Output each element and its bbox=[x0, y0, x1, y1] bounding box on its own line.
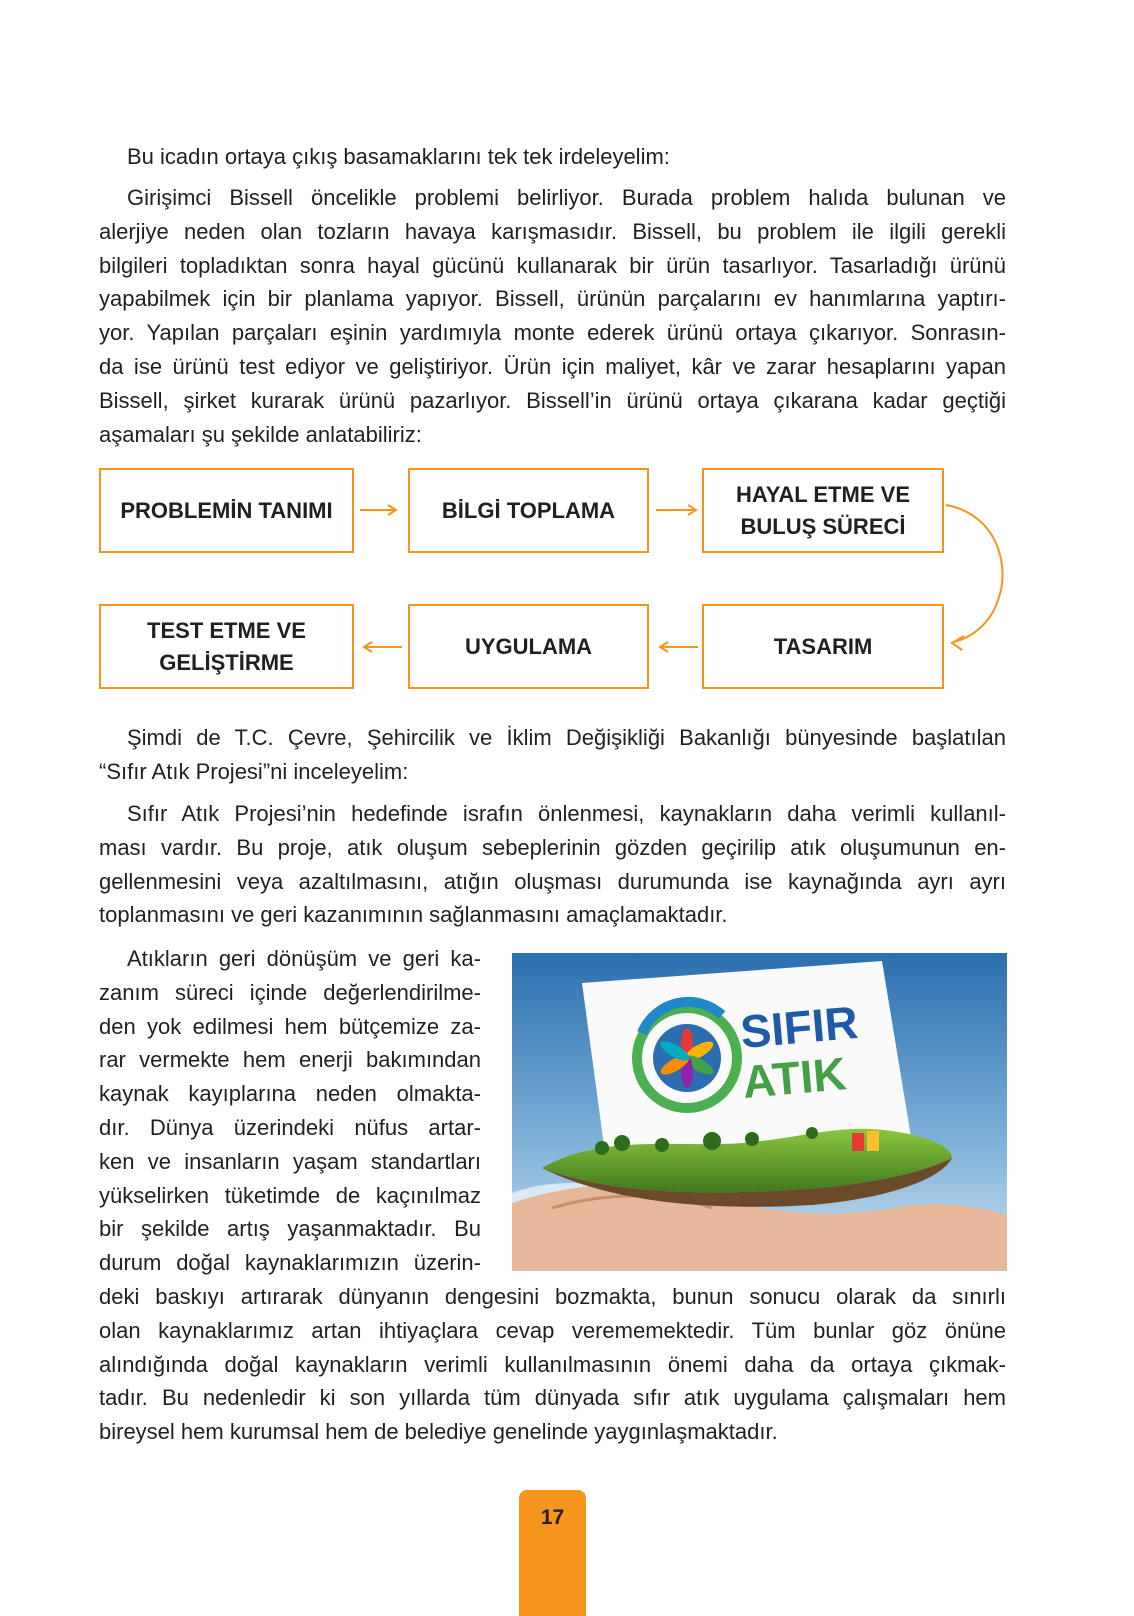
flow-step-label: UYGULAMA bbox=[464, 633, 593, 659]
text-line: durum doğal kaynaklarımızın üzerin- bbox=[99, 1250, 481, 1276]
text-line: tadır. Bu nedenledir ki son yıllarda tüm dünyada sıfır atık uygulama çalışmaları hem bbox=[99, 1385, 1006, 1411]
text-line: kaynak kayıplarına neden olmakta- bbox=[99, 1081, 481, 1107]
arrow-right-icon bbox=[652, 500, 702, 520]
flow-step-label: TASARIM bbox=[773, 633, 873, 659]
text-line: Sıfır Atık Projesi’nin hedefinde israfın önlenmesi, kaynakların daha verimli kullanıl- bbox=[127, 801, 1006, 826]
text-line: Bissell, şirket kurarak ürünü pazarlıyor. Bissell’in ürünü ortaya çıkarana kadar geçtiği bbox=[99, 387, 1006, 413]
flow-step-label: TEST ETME VE bbox=[147, 617, 306, 643]
curved-arrow-icon bbox=[940, 490, 1010, 660]
waste-paragraph-continued bbox=[99, 1280, 1006, 1449]
text-line: da ise ürünü test ediyor ve geliştiriyor. Ürün için maliyet, kâr ve zarar hesaplarını yapan bbox=[99, 353, 1006, 379]
text-line: gellenmesini veya azaltılmasını, atığın oluşması durumunda ise kaynağında ayrı ayrı bbox=[99, 868, 1006, 894]
text-line: zanım süreci içinde değerlendirilme- bbox=[99, 979, 481, 1005]
text-line: ması vardır. Bu proje, atık oluşum sebeplerinin gözden geçirilip atık oluşumunun en- bbox=[99, 834, 1006, 860]
arrow-left-icon bbox=[652, 637, 702, 657]
intro-paragraph bbox=[99, 140, 1006, 174]
flow-step-problem-definition bbox=[99, 468, 354, 553]
text-line: Atıkların geri dönüşüm ve geri ka- bbox=[127, 946, 481, 971]
text-line: deki baskıyı artırarak dünyanın dengesini bozmakta, bunun sonucu olarak da sınırlı bbox=[99, 1284, 1006, 1309]
zero-waste-illustration bbox=[512, 953, 1007, 1271]
text-line: Girişimci Bissell öncelikle problemi belirliyor. Burada problem halıda bulunan ve bbox=[127, 185, 1006, 210]
text-line: yükselirken tüketimde de kaçınılmaz bbox=[99, 1182, 481, 1208]
flow-step-imagination-invention bbox=[702, 468, 944, 553]
flow-step-information-gathering bbox=[408, 468, 649, 553]
text-line: rar vermekte hem enerji bakımından bbox=[99, 1047, 481, 1073]
sifir-goal-paragraph bbox=[99, 797, 1006, 932]
text-line: toplanmasını ve geri kazanımının sağlanmasını amaçlamaktadır. bbox=[99, 902, 728, 928]
text-line: olan kaynaklarımız artan ihtiyaçlara cevap verememektedir. Tüm bunlar göz önüne bbox=[99, 1317, 1006, 1343]
flow-step-design bbox=[702, 604, 944, 689]
text-line: dır. Dünya üzerindeki nüfus artar- bbox=[99, 1114, 481, 1140]
text-line: yapabilmek için bir planlama yapıyor. Bissell, ürünün parçalarını ev hanımlarına yaptırı- bbox=[99, 286, 1006, 312]
flow-step-label: BİLGİ TOPLAMA bbox=[441, 497, 616, 523]
text-line: den yok edilmesi hem bütçemize za- bbox=[99, 1013, 481, 1039]
flow-step-test-improve bbox=[99, 604, 354, 689]
text-line: bilgileri topladıktan sonra hayal gücünü kullanarak bir ürün tasarlıyor. Tasarladığı ürünü bbox=[99, 252, 1006, 278]
logo-title-line1: SIFIR bbox=[738, 995, 860, 1058]
page-number: 17 bbox=[540, 1506, 565, 1529]
text-line: bir şekilde artış yaşanmaktadır. Bu bbox=[99, 1216, 481, 1242]
waste-paragraph bbox=[99, 942, 481, 1280]
arrow-right-icon bbox=[356, 500, 406, 520]
text-line: Şimdi de T.C. Çevre, Şehircilik ve İklim Değişikliği Bakanlığı bünyesinde başlatılan bbox=[127, 725, 1006, 750]
text-line: aşamaları şu şekilde anlatabiliriz: bbox=[99, 421, 422, 447]
sifir-intro-paragraph bbox=[99, 721, 1006, 789]
text-line: ken ve insanların yaşam standartları bbox=[99, 1148, 481, 1174]
text-line: bireysel hem kurumsal hem de belediye genelinde yaygınlaşmaktadır. bbox=[99, 1419, 778, 1445]
text-line: Bu icadın ortaya çıkış basamaklarını tek tek irdeleyelim: bbox=[127, 144, 670, 169]
flow-step-label: PROBLEMİN TANIMI bbox=[120, 497, 333, 523]
text-line: alındığında doğal kaynakların verimli kullanılmasının önemi daha da ortaya çıkmak- bbox=[99, 1351, 1006, 1377]
text-line: alerjiye neden olan tozların havaya karışmasıdır. Bissell, bu problem ile ilgili gerekli bbox=[99, 218, 1006, 244]
flow-step-application bbox=[408, 604, 649, 689]
text-line: “Sıfır Atık Projesi”ni inceleyelim: bbox=[99, 758, 409, 784]
logo-title-line2: ATIK bbox=[740, 1047, 849, 1108]
zero-waste-photo bbox=[512, 953, 1007, 1271]
flow-step-label: GELİŞTİRME bbox=[159, 649, 294, 675]
flow-step-label: HAYAL ETME VE bbox=[735, 481, 911, 507]
text-line: yor. Yapılan parçaları eşinin yardımıyla monte ederek ürünü ortaya çıkarıyor. Sonrasın- bbox=[99, 320, 1006, 346]
arrow-left-icon bbox=[356, 637, 406, 657]
bissell-paragraph bbox=[99, 181, 1006, 451]
flow-step-label: BULUŞ SÜRECİ bbox=[740, 513, 906, 539]
page-number-tab bbox=[519, 1490, 586, 1616]
